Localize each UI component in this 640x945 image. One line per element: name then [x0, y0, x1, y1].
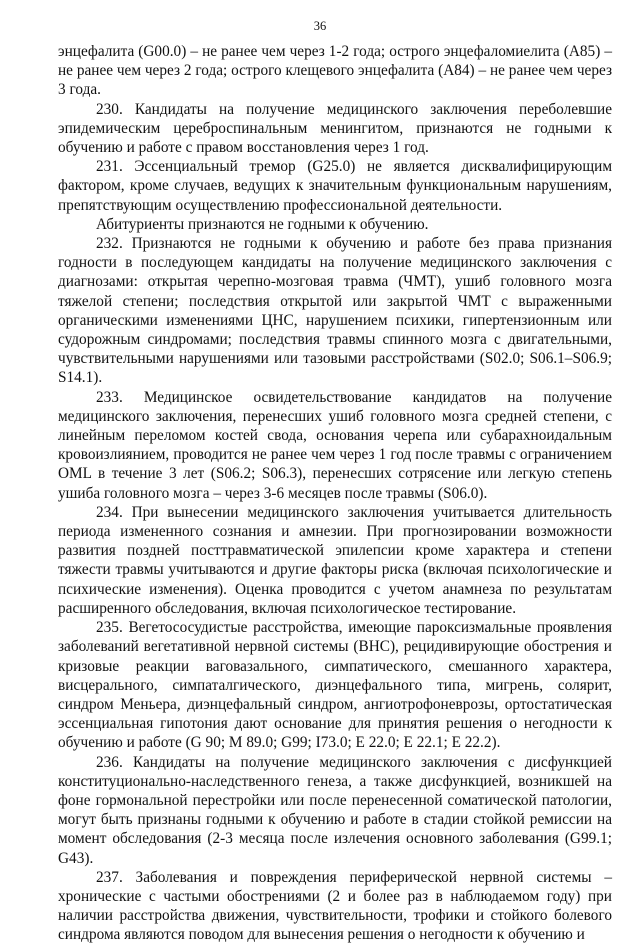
document-body	[58, 42, 612, 945]
paragraph-continuation: энцефалита (G00.0) – не ранее чем через 1-2 года; острого энцефаломиелита (А85) – не ранее чем через 2 года; острого клещевого энцефалита (А84) – не ранее чем через 3 года.	[58, 43, 612, 99]
paragraph-236: 236. Кандидаты на получение медицинского заключения с дисфункцией конституционально-наследственного генеза, а также дисфункцией, возникшей на фоне гормональной перестройки или после перенесенной соматической патологии, могут быть признаны годными к обучению и работе в стадии стойкой ремиссии на момент обследования (2-3 месяца после излечения основного заболевания (G99.1; G43).	[58, 753, 612, 867]
paragraph-235: 235. Вегетососудистые расстройства, имеющие пароксизмальные проявления заболеваний вегетативной нервной системы (ВНС), рецидивирующие обострения и кризовые реакции ваговазального, симпатического, смешанного характера, висцерального, симпаталгического, диэнцефального типа, мигрень, солярит, синдром Меньера, диэнцефальный синдром, ангиотрофоневрозы, ортостатическая эссенциальная гипотония дают основание для принятия решения о негодности к обучению и работе (G 90; M 89.0; G99; I73.0; E 22.0; E 22.1; E 22.2).	[58, 619, 612, 752]
paragraph-231-applicants: Абитуриенты признаются не годными к обучению.	[96, 215, 429, 233]
paragraph-233: 233. Медицинское освидетельствование кандидатов на получение медицинского заключения, перенесших ушиб головного мозга средней степени, с линейным переломом костей свода, основания черепа или субарахноидальным кровоизлиянием, проводится не ранее чем через 1 год после травмы с ограничением OML в течение 3 лет (S06.2; S06.3), перенесших сотрясение или легкую степень ушиба головного мозга – через 3-6 месяцев после травмы (S06.0).	[58, 388, 612, 502]
paragraph-232: 232. Признаются не годными к обучению и работе без права признания годности в последующем кандидаты на получение медицинского заключения с диагнозами: открытая черепно-мозговая травма (ЧМТ), ушиб головного мозга тяжелой степени; последствия открытой или закрытой ЧМТ с выраженными органическими изменениями ЦНС, нарушением психики, гипертензионным или судорожным синдромами; последствия травмы спинного мозга с двигательными, чувствительными нарушениями или тазовыми расстройствами (S02.0; S06.1–S06.9; S14.1).	[58, 235, 612, 387]
paragraph-230: 230. Кандидаты на получение медицинского заключения переболевшие эпидемическим цереброспинальным менингитом, признаются не годными к обучению и работе с правом восстановления через 1 год.	[58, 100, 612, 157]
paragraph-237: 237. Заболевания и повреждения периферической нервной системы – хронические с частыми обострениями (2 и более раз в наблюдаемом году) при наличии расстройства движения, чувствительности, трофики и стойкого болевого синдрома являются поводом для вынесения решения о негодности к обучению и	[58, 868, 612, 944]
paragraph-234: 234. При вынесении медицинского заключения учитывается длительность периода измененного сознания и амнезии. При прогнозировании возможности развития поздней посттравматической эпилепсии кроме характера и степени тяжести травмы учитываются и другие факторы риска (включая психологические и психические изменения). Оценка проводится с учетом анамнеза по результатам расширенного обследования, включая психологическое тестирование.	[58, 503, 612, 617]
page-number: 36	[313, 19, 327, 33]
paragraph-231: 231. Эссенциальный тремор (G25.0) не является дисквалифицирующим фактором, кроме случаев, ведущих к значительным функциональным нарушениям, препятствующим осуществлению профессиональной деятельности.	[58, 158, 612, 214]
